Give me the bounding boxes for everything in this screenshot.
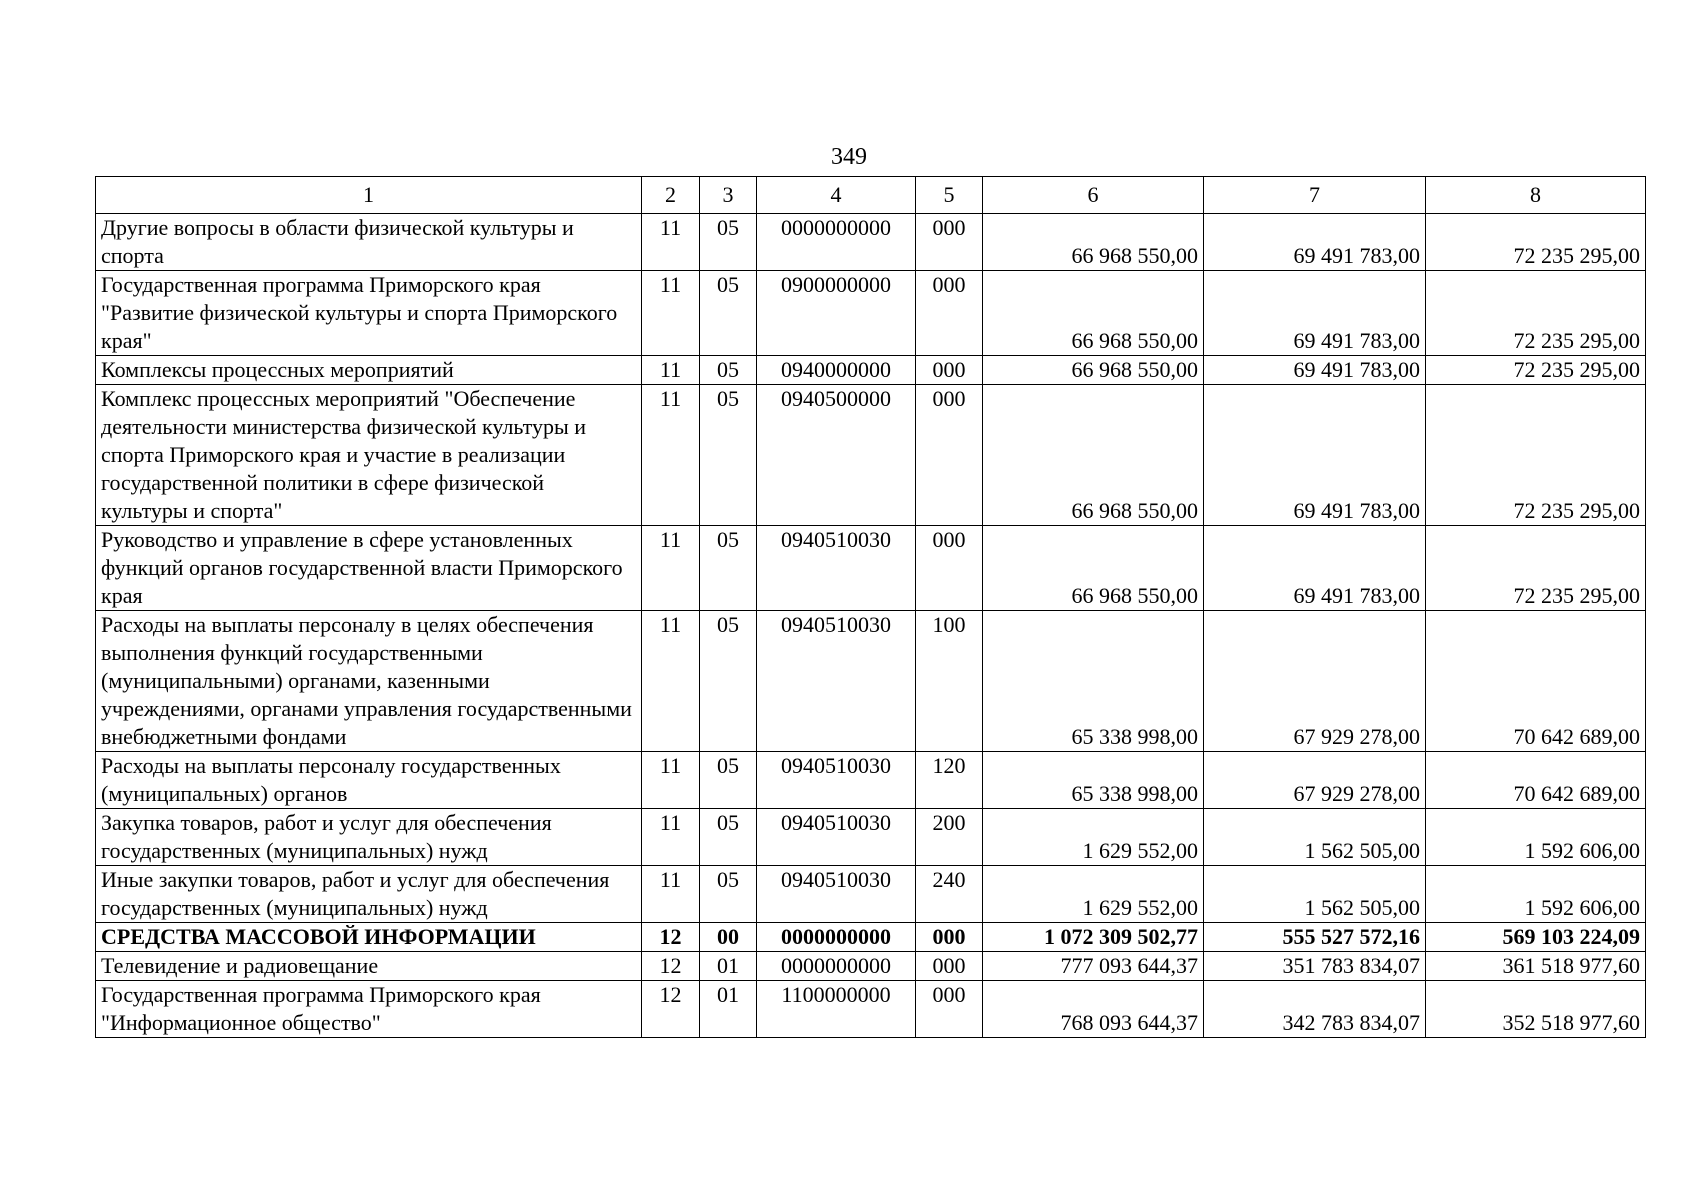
amount-col-7: 67 929 278,00: [1204, 752, 1426, 809]
amount-col-8: 70 642 689,00: [1426, 752, 1646, 809]
target-article-code: 0940510030: [757, 752, 916, 809]
amount-col-6: 65 338 998,00: [983, 611, 1204, 752]
amount-col-7: 69 491 783,00: [1204, 214, 1426, 271]
column-header-8: 8: [1426, 177, 1646, 214]
column-header-4: 4: [757, 177, 916, 214]
target-article-code: 0000000000: [757, 952, 916, 981]
table-row: [96, 214, 1646, 271]
expense-type-code: 120: [916, 752, 983, 809]
amount-col-6: 66 968 550,00: [983, 214, 1204, 271]
target-article-code: 0940500000: [757, 385, 916, 526]
amount-col-7: 351 783 834,07: [1204, 952, 1426, 981]
amount-col-8: 70 642 689,00: [1426, 611, 1646, 752]
row-name: Другие вопросы в области физической культуры и спорта: [96, 214, 642, 271]
amount-col-7: 555 527 572,16: [1204, 923, 1426, 952]
expense-type-code: 000: [916, 526, 983, 611]
amount-col-8: 72 235 295,00: [1426, 356, 1646, 385]
subsection-code: 05: [700, 611, 757, 752]
subsection-code: 05: [700, 752, 757, 809]
row-name: Расходы на выплаты персоналу государственных (муниципальных) органов: [96, 752, 642, 809]
table-row: [96, 952, 1646, 981]
row-name: Телевидение и радиовещание: [96, 952, 642, 981]
amount-col-8: 352 518 977,60: [1426, 981, 1646, 1038]
expense-type-code: 240: [916, 866, 983, 923]
amount-col-6: 66 968 550,00: [983, 526, 1204, 611]
target-article-code: 0000000000: [757, 923, 916, 952]
expense-type-code: 000: [916, 981, 983, 1038]
section-code: 11: [642, 271, 700, 356]
amount-col-6: 768 093 644,37: [983, 981, 1204, 1038]
subsection-code: 05: [700, 214, 757, 271]
target-article-code: 0900000000: [757, 271, 916, 356]
section-code: 11: [642, 809, 700, 866]
amount-col-8: 72 235 295,00: [1426, 214, 1646, 271]
column-header-5: 5: [916, 177, 983, 214]
section-code: 11: [642, 214, 700, 271]
subsection-code: 01: [700, 952, 757, 981]
table-row: [96, 752, 1646, 809]
amount-col-6: 777 093 644,37: [983, 952, 1204, 981]
target-article-code: 0940510030: [757, 866, 916, 923]
subsection-code: 05: [700, 866, 757, 923]
column-header-6: 6: [983, 177, 1204, 214]
expense-type-code: 000: [916, 952, 983, 981]
section-code: 11: [642, 526, 700, 611]
row-name: Иные закупки товаров, работ и услуг для обеспечения государственных (муниципальных) нужд: [96, 866, 642, 923]
target-article-code: 0940000000: [757, 356, 916, 385]
target-article-code: 0940510030: [757, 611, 916, 752]
amount-col-8: 1 592 606,00: [1426, 809, 1646, 866]
table-row: [96, 356, 1646, 385]
amount-col-7: 69 491 783,00: [1204, 526, 1426, 611]
section-code: 12: [642, 952, 700, 981]
row-name: Государственная программа Приморского края "Развитие физической культуры и спорта Приморского края": [96, 271, 642, 356]
table-row-section-total: [96, 923, 1646, 952]
expense-type-code: 200: [916, 809, 983, 866]
amount-col-7: 67 929 278,00: [1204, 611, 1426, 752]
expense-type-code: 000: [916, 385, 983, 526]
expense-type-code: 100: [916, 611, 983, 752]
table-row: [96, 866, 1646, 923]
section-code: 11: [642, 356, 700, 385]
target-article-code: 0940510030: [757, 526, 916, 611]
amount-col-8: 1 592 606,00: [1426, 866, 1646, 923]
target-article-code: 0000000000: [757, 214, 916, 271]
section-code: 11: [642, 866, 700, 923]
column-header-7: 7: [1204, 177, 1426, 214]
amount-col-6: 66 968 550,00: [983, 385, 1204, 526]
table-row: [96, 809, 1646, 866]
expense-type-code: 000: [916, 214, 983, 271]
section-code: 11: [642, 752, 700, 809]
subsection-code: 05: [700, 356, 757, 385]
section-code: 12: [642, 923, 700, 952]
row-name: Государственная программа Приморского края "Информационное общество": [96, 981, 642, 1038]
subsection-code: 00: [700, 923, 757, 952]
row-name: Комплексы процессных мероприятий: [96, 356, 642, 385]
target-article-code: 1100000000: [757, 981, 916, 1038]
amount-col-8: 361 518 977,60: [1426, 952, 1646, 981]
column-header-3: 3: [700, 177, 757, 214]
subsection-code: 05: [700, 526, 757, 611]
table-row: [96, 526, 1646, 611]
amount-col-7: 1 562 505,00: [1204, 809, 1426, 866]
amount-col-7: 1 562 505,00: [1204, 866, 1426, 923]
amount-col-8: 72 235 295,00: [1426, 385, 1646, 526]
expense-type-code: 000: [916, 271, 983, 356]
column-header-1: 1: [96, 177, 642, 214]
subsection-code: 05: [700, 271, 757, 356]
table-row: [96, 385, 1646, 526]
table-row: [96, 611, 1646, 752]
amount-col-7: 69 491 783,00: [1204, 385, 1426, 526]
amount-col-8: 72 235 295,00: [1426, 526, 1646, 611]
section-code: 12: [642, 981, 700, 1038]
subsection-code: 01: [700, 981, 757, 1038]
row-name: Закупка товаров, работ и услуг для обеспечения государственных (муниципальных) нужд: [96, 809, 642, 866]
amount-col-8: 72 235 295,00: [1426, 271, 1646, 356]
row-name: Руководство и управление в сфере установленных функций органов государственной власти Приморского края: [96, 526, 642, 611]
table-row: [96, 981, 1646, 1038]
amount-col-7: 342 783 834,07: [1204, 981, 1426, 1038]
header-row: [96, 177, 1646, 214]
amount-col-6: 65 338 998,00: [983, 752, 1204, 809]
amount-col-6: 1 629 552,00: [983, 866, 1204, 923]
row-name: СРЕДСТВА МАССОВОЙ ИНФОРМАЦИИ: [96, 923, 642, 952]
row-name: Расходы на выплаты персоналу в целях обеспечения выполнения функций государственными (муниципальными) органами, казенными учреждениями, органами управления государственными внебюджетными фондами: [96, 611, 642, 752]
amount-col-7: 69 491 783,00: [1204, 356, 1426, 385]
section-code: 11: [642, 611, 700, 752]
target-article-code: 0940510030: [757, 809, 916, 866]
amount-col-7: 69 491 783,00: [1204, 271, 1426, 356]
expense-type-code: 000: [916, 923, 983, 952]
table-row: [96, 271, 1646, 356]
page-number: 349: [831, 144, 867, 170]
expense-type-code: 000: [916, 356, 983, 385]
budget-table: [95, 176, 1646, 1038]
subsection-code: 05: [700, 385, 757, 526]
amount-col-8: 569 103 224,09: [1426, 923, 1646, 952]
column-header-2: 2: [642, 177, 700, 214]
amount-col-6: 1 072 309 502,77: [983, 923, 1204, 952]
amount-col-6: 66 968 550,00: [983, 271, 1204, 356]
amount-col-6: 66 968 550,00: [983, 356, 1204, 385]
subsection-code: 05: [700, 809, 757, 866]
section-code: 11: [642, 385, 700, 526]
amount-col-6: 1 629 552,00: [983, 809, 1204, 866]
row-name: Комплекс процессных мероприятий "Обеспечение деятельности министерства физической культуры и спорта Приморского края и участие в реализации государственной политики в сфере физической культуры и спорта": [96, 385, 642, 526]
